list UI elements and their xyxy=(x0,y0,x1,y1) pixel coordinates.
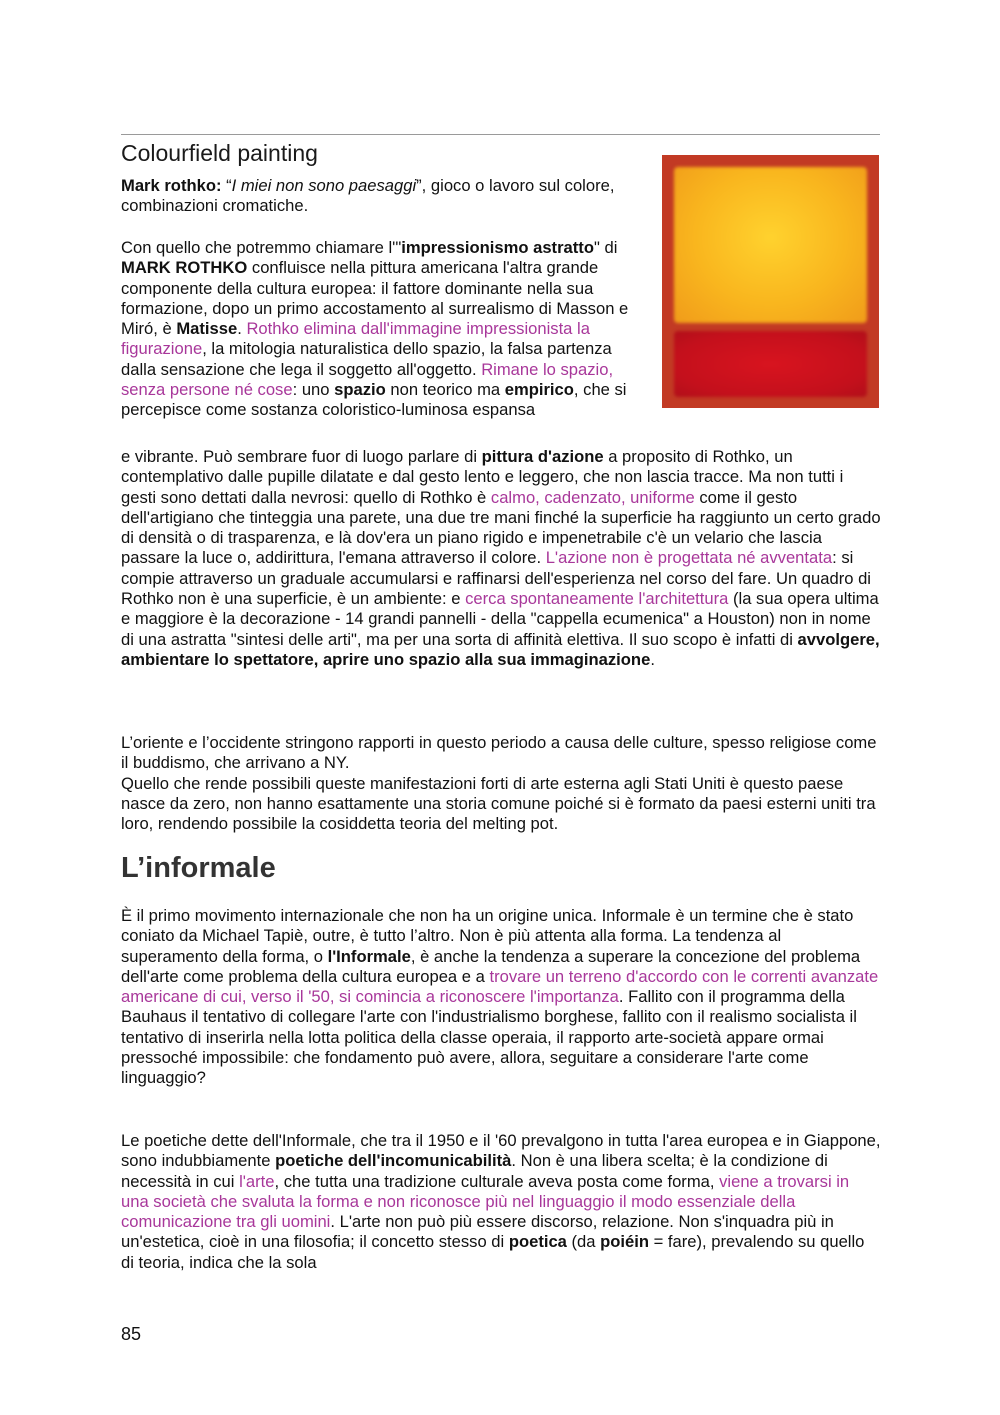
section-heading-informale: L’informale xyxy=(121,852,276,884)
section-heading-colourfield: Colourfield painting xyxy=(121,140,318,166)
paragraph-rothko-intro xyxy=(121,176,646,217)
text: . Fallito con il programma della Bauhaus il tentativo di collegare l'arte con l'industrialismo borghese, fallito con il realismo socialista il tentativo di inserirla nella lotta politica della classe operaia, il rapporto arte-società appare ormai pressoché impossibile: che fondamento può avere, allora, seguitare a considerare l'arte come linguaggio? xyxy=(121,987,857,1088)
intro-rest: ”, gioco o lavoro sul colore, combinazioni cromatiche. xyxy=(121,176,615,216)
highlighted-text: cerca spontaneamente l'architettura xyxy=(465,589,729,609)
text: " di xyxy=(593,238,618,257)
text: non teorico ma xyxy=(385,380,505,400)
bold-text: Matisse xyxy=(176,319,238,339)
paragraph-rothko-continued xyxy=(121,447,881,670)
text: : si compie attraverso un graduale accumularsi e raffinarsi dell'esperienza nel corso del fare. Un quadro di Rothko non è una superficie, è un ambiente: e xyxy=(121,548,871,609)
bold-text: MARK ROTHKO xyxy=(121,258,248,278)
bold-text: poetiche dell'incomunicabilità xyxy=(275,1151,512,1171)
text: . L'arte non può più essere discorso, relazione. Non s'inquadra più in un'estetica, cioè in una filosofia; il concetto stesso di xyxy=(121,1212,834,1252)
author-name: Mark rothko: xyxy=(121,176,222,195)
text: come il gesto dell'artigiano che tinteggia una parete, una due tre mani finché la superficie ha raggiunto un certo grado di densità o di trasparenza, e là dov'era un piano rigido e impenetrabile c'è un velario che lascia passare la luce o, addirittura, l'emana attraverso il colore. xyxy=(121,487,881,568)
paragraph-informale-2 xyxy=(121,1131,881,1273)
quote-open: “ xyxy=(221,176,232,195)
text: . Non è una libera scelta; è la condizione di necessità in cui xyxy=(121,1151,828,1191)
text: confluisce nella pittura americana l'altra grande componente della cultura europea: il fattore dominante nella sua formazione, dopo un primo accostamento al surrealismo di Masson e Miró, è xyxy=(121,258,629,339)
text: Le poetiche dette dell'Informale, che tra il 1950 e il '60 prevalgono in tutta l'area europea e in Giappone, sono indubbiamente xyxy=(121,1131,881,1171)
quote-text: I miei non sono paesaggi xyxy=(231,176,417,195)
bold-text: impressionismo astratto xyxy=(401,238,594,257)
text: e vibrante. Può sembrare fuor di luogo parlare di xyxy=(121,447,482,466)
highlighted-text: calmo, cadenzato, uniforme xyxy=(490,487,695,507)
paragraph-informale-1 xyxy=(121,906,881,1089)
text: , che tutta una tradizione culturale aveva posta come forma, xyxy=(274,1171,720,1191)
bold-text: poiéin xyxy=(600,1232,649,1252)
bold-text: pittura d'azione xyxy=(481,447,604,466)
highlighted-text: L'azione non è progettata né avventata xyxy=(545,548,833,568)
text: , la mitologia naturalistica dello spazio, la falsa partenza dalla sensazione che lega il soggetto all'oggetto. xyxy=(121,339,612,379)
paragraph-rothko-main xyxy=(121,238,646,421)
text: . xyxy=(650,649,655,669)
highlighted-text: viene a trovarsi in una società che svaluta la forma e non riconosce più nel linguaggio il modo essenziale della comunicazione tra gli uomini xyxy=(121,1171,850,1232)
text: Quello che rende possibili queste manifestazioni forti di arte esterna agli Stati Uniti è questo paese nasce da zero, non hanno esattamente una storia comune poiché si è formato da paesi esterni uniti tra loro, rendendo possibile la cosiddetta teoria del melting pot. xyxy=(121,773,876,834)
page-number: 85 xyxy=(121,1324,142,1344)
bold-text: poetica xyxy=(508,1232,567,1252)
painting-red-field xyxy=(674,331,867,397)
header-rule xyxy=(121,134,880,135)
text: È il primo movimento internazionale che non ha un origine unica. Informale è un termine che è stato coniato da Michael Tapiè, outre, è tutto l’altro. Non è più attenta alla forma. La tendenza al superamento della forma, o xyxy=(121,906,854,966)
bold-text: l'Informale xyxy=(327,946,411,966)
text: . xyxy=(237,319,242,339)
highlighted-text: Rothko elimina dall'immagine impressionista la figurazione xyxy=(121,319,590,359)
bold-text: spazio xyxy=(334,380,386,400)
rothko-painting-image xyxy=(662,155,879,408)
paragraph-orient-occident xyxy=(121,733,881,834)
text: a proposito di Rothko, un contemplativo dalle pupille dilatate e dal gesto lento e leggero, che non lascia tracce. Ma non tutti i gesti sono dettati dalla nevrosi: quello di Rothko è xyxy=(121,447,844,507)
text: L’oriente e l’occidente stringono rapporti in questo periodo a causa delle culture, spesso religiose come il buddismo, che arrivano a NY. xyxy=(121,733,877,773)
text: = fare), prevalendo su quello di teoria, indica che la sola xyxy=(121,1232,865,1272)
text: (la sua opera ultima e maggiore è la decorazione - 14 grandi pannelli - della "cappella ecumenica" a Houston) non in nome di una astratta "sintesi delle arti", ma per una sorta di affinità elettiva. Il suo scopo è infatti di xyxy=(121,589,879,649)
text: Con quello che potremmo chiamare l'" xyxy=(121,238,402,257)
painting-yellow-field xyxy=(674,167,867,323)
bold-text: empirico xyxy=(504,380,574,400)
highlighted-text: trovare un terreno d'accordo con le correnti avanzate americane di cui, verso il '50, si comincia a riconoscere l'importanza xyxy=(121,966,879,1007)
text: : uno xyxy=(292,380,335,400)
text: (da xyxy=(566,1232,601,1252)
highlighted-text: Rimane lo spazio, senza persone né cose xyxy=(121,359,614,400)
text: , è anche la tendenza a superare la concezione del problema dell'arte come problema della cultura europea e a xyxy=(121,946,861,986)
bold-text: avvolgere, ambientare lo spettatore, aprire uno spazio alla sua immaginazione xyxy=(121,629,880,669)
text: , che si percepisce come sostanza coloristico-luminosa espansa xyxy=(121,380,627,420)
highlighted-text: l'arte xyxy=(239,1171,275,1191)
